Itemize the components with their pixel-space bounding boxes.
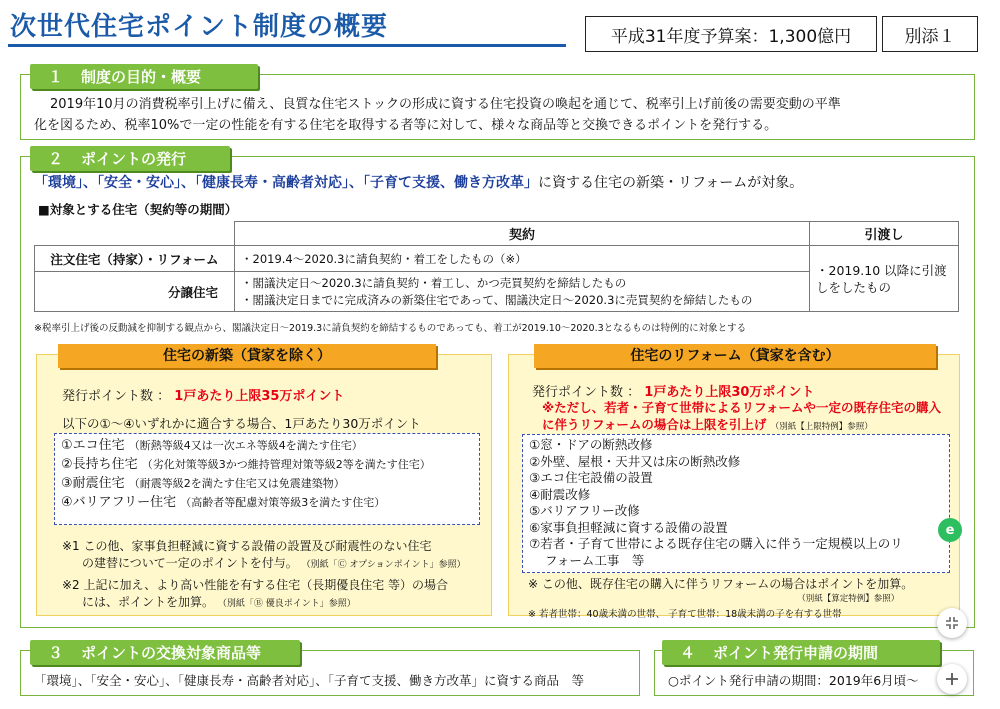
section1-line1: 2019年10月の消費税率引上げに備え、良質な住宅ストックの形成に資する住宅投資の喚起を通じて、税率引上げ前後の需要変動の平準 [50,97,841,112]
list-item: ②長持ち住宅 （劣化対策等級3かつ維持管理対策等級2等を満たす住宅） [61,457,431,472]
section2-tab: ２ ポイントの発行 [30,146,230,171]
list-item: ④バリアフリー住宅 （高齢者等配慮対策等級3を満たす住宅） [61,495,386,510]
title-underline [8,44,566,47]
budget-box: 平成31年度予算案：1,300億円 [585,16,877,52]
newbuild-note1: ※1 この他、家事負担軽減に資する設備の設置及び耐震性のない住宅 の建替について一定のポイントを付与。 （別紙「Ⓒ オプションポイント」参照） [62,539,466,570]
page-title: 次世代住宅ポイント制度の概要 [10,12,389,42]
evernote-icon[interactable]: e [938,518,962,542]
delivery-cell: ・2019.10 以降に引渡しをしたもの [810,246,959,312]
list-item: ③エコ住宅設備の設置 [529,470,653,485]
reform-note: ※ この他、既存住宅の購入に伴うリフォームの場合はポイントを加算。 （別紙【算定特例】参照） [528,577,914,604]
table-note: ※税率引上げ後の反動減を抑制する観点から、閣議決定日～2019.3に請負契約を締結するものであっても、着工が2019.10～2020.3となるものは特例的に対象とする [34,323,747,334]
section3-tab: ３ ポイントの交換対象商品等 [30,640,300,665]
row1-label: 注文住宅（持家）・リフォーム [35,246,235,272]
section4-tab: ４ ポイント発行申請の期間 [662,640,940,665]
section4-text: ○ポイント発行申請の期間：2019年6月頃～ [668,673,919,688]
row2-label: 分譲住宅 [35,272,235,312]
list-item: ②外壁、屋根・天井又は床の断熱改修 [529,453,741,469]
newbuild-points: 発行ポイント数 ： 1戸あたり上限35万ポイント [62,389,345,404]
section1-tab: １ 制度の目的・概要 [30,64,258,89]
row2-contract: ・閣議決定日～2020.3に請負契約・着工し、かつ売買契約を締結したもの ・閣議決定日までに完成済みの新築住宅であって、閣議決定日～2020.3に売買契約を締結したもの [235,272,810,312]
list-item: ⑤バリアフリー改修 [529,503,640,518]
reform-note2: ※ 若者世帯：40歳未満の世帯、 子育て世帯：18歳未満の子を有する世帯 [528,609,842,620]
newbuild-title: 住宅の新築（貸家を除く） [58,344,436,368]
add-icon[interactable] [937,664,967,694]
contract-table [34,221,959,312]
col-delivery: 引渡し [810,222,959,246]
newbuild-condition: 以下の①～④いずれかに適合する場合、1戸あたり30万ポイント [62,416,421,431]
collapse-icon[interactable] [937,608,967,638]
section1-line2: 化を図るため、税率10%で一定の性能を有する住宅を取得する者等に対して、様々な商品等と交換できるポイントを発行する。 [34,118,778,133]
reform-special: ※ただし、若者・子育て世帯によるリフォームや一定の既存住宅の購入 に伴うリフォームの場合は上限を引上げ （別紙【上限特例】参照） [542,400,942,432]
list-item: ⑦若者・子育て世帯による既存住宅の購入に伴う一定規模以上のリ [529,536,903,551]
list-item: ⑥家事負担軽減に資する設備の設置 [529,519,728,535]
list-item: ①エコ住宅 （断熱等級4又は一次エネ等級4を満たす住宅） [61,438,363,453]
col-contract: 契約 [235,222,810,246]
list-item: ③耐震住宅 （耐震等級2を満たす住宅又は免震建築物） [61,476,345,491]
target-subtitle: ■対象とする住宅（契約等の期間） [38,202,238,217]
row1-contract: ・2019.4～2020.3に請負契約・着工をしたもの（※） [235,246,810,272]
lead-highlight: 「環境」、「安全・安心」、「健康長寿・高齢者対応」、「子育て支援、働き方改革」 [34,175,538,191]
list-item: フォーム工事 等 [545,552,645,568]
newbuild-list [54,433,480,525]
list-item: ①窓・ドアの断熱改修 [529,437,653,452]
attachment-box: 別添１ [882,16,978,52]
reform-list [522,434,950,573]
newbuild-note2: ※2 上記に加え、より高い性能を有する住宅（長期優良住宅 等）の場合 には、ポイントを加算。 （別紙「Ⓑ 優良ポイント」参照） [62,578,449,609]
lead-rest: に資する住宅の新築・リフォームが対象。 [538,175,804,191]
section3-text: 「環境」、「安全・安心」、「健康長寿・高齢者対応」、「子育て支援、働き方改革」に資する商品 等 [34,673,585,688]
reform-points: 発行ポイント数 ： 1戸あたり上限30万ポイント [532,385,815,400]
list-item: ④耐震改修 [529,486,591,502]
reform-title: 住宅のリフォーム（貸家を含む） [534,344,936,368]
section2-lead [34,172,803,192]
